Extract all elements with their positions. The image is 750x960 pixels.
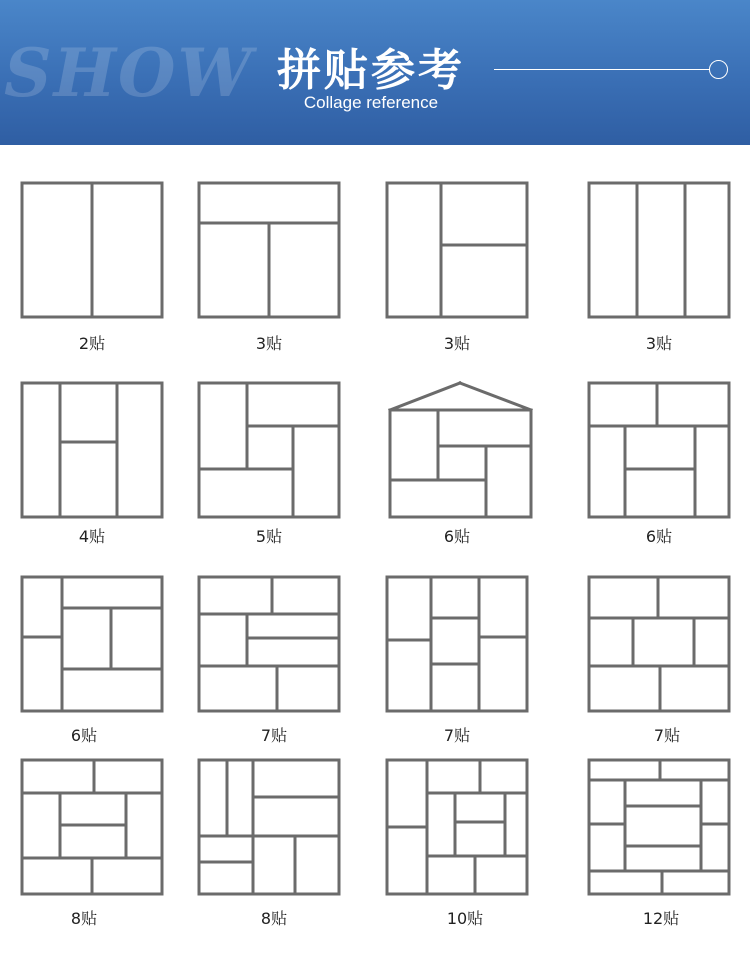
frame-outline bbox=[589, 383, 729, 517]
collage-layout-diagram bbox=[387, 183, 527, 317]
layout-caption: 4贴 bbox=[78, 527, 106, 546]
layout-caption: 7贴 bbox=[260, 726, 288, 745]
collage-layout-diagram bbox=[589, 577, 729, 711]
collage-layout-diagram bbox=[589, 760, 729, 894]
collage-layout-diagram bbox=[22, 760, 162, 894]
layout-caption: 6贴 bbox=[70, 726, 98, 745]
layout-caption: 3贴 bbox=[255, 334, 283, 353]
layout-caption: 10贴 bbox=[446, 909, 484, 928]
frame-outline bbox=[589, 183, 729, 317]
collage-layout-diagram bbox=[199, 760, 339, 894]
collage-layout-diagram bbox=[22, 383, 162, 517]
layout-caption: 5贴 bbox=[255, 527, 283, 546]
layout-caption: 8贴 bbox=[260, 909, 288, 928]
layout-caption: 8贴 bbox=[70, 909, 98, 928]
frame-outline bbox=[22, 577, 162, 711]
collage-layout-diagram bbox=[199, 183, 339, 317]
frame-outline bbox=[199, 760, 339, 894]
layout-caption: 7贴 bbox=[653, 726, 681, 745]
show-watermark: SHOW bbox=[4, 34, 254, 112]
frame-outline bbox=[199, 383, 339, 517]
collage-layout-diagram bbox=[199, 577, 339, 711]
layout-caption: 2贴 bbox=[78, 334, 106, 353]
layout-caption: 6贴 bbox=[443, 527, 471, 546]
frame-outline bbox=[22, 383, 162, 517]
divider-line bbox=[460, 383, 531, 410]
layout-caption: 7贴 bbox=[443, 726, 471, 745]
layout-caption: 3贴 bbox=[645, 334, 673, 353]
collage-layout-diagram bbox=[589, 183, 729, 317]
collage-layout-diagram bbox=[589, 383, 729, 517]
layout-caption: 12贴 bbox=[642, 909, 680, 928]
divider-line bbox=[390, 383, 460, 410]
layout-caption: 3贴 bbox=[443, 334, 471, 353]
collage-layout-diagram bbox=[22, 183, 162, 317]
frame-outline bbox=[387, 577, 527, 711]
collage-layout-diagram bbox=[387, 577, 527, 711]
collage-layout-diagram bbox=[390, 383, 531, 517]
collage-layout-diagram bbox=[22, 577, 162, 711]
frame-outline bbox=[390, 410, 531, 517]
collage-layout-diagram bbox=[199, 383, 339, 517]
frame-outline bbox=[387, 183, 527, 317]
collage-layout-diagram bbox=[387, 760, 527, 894]
layout-caption: 6贴 bbox=[645, 527, 673, 546]
page-subtitle: Collage reference bbox=[303, 93, 439, 112]
page-title: 拼贴参考 bbox=[277, 45, 465, 96]
frame-outline bbox=[199, 577, 339, 711]
